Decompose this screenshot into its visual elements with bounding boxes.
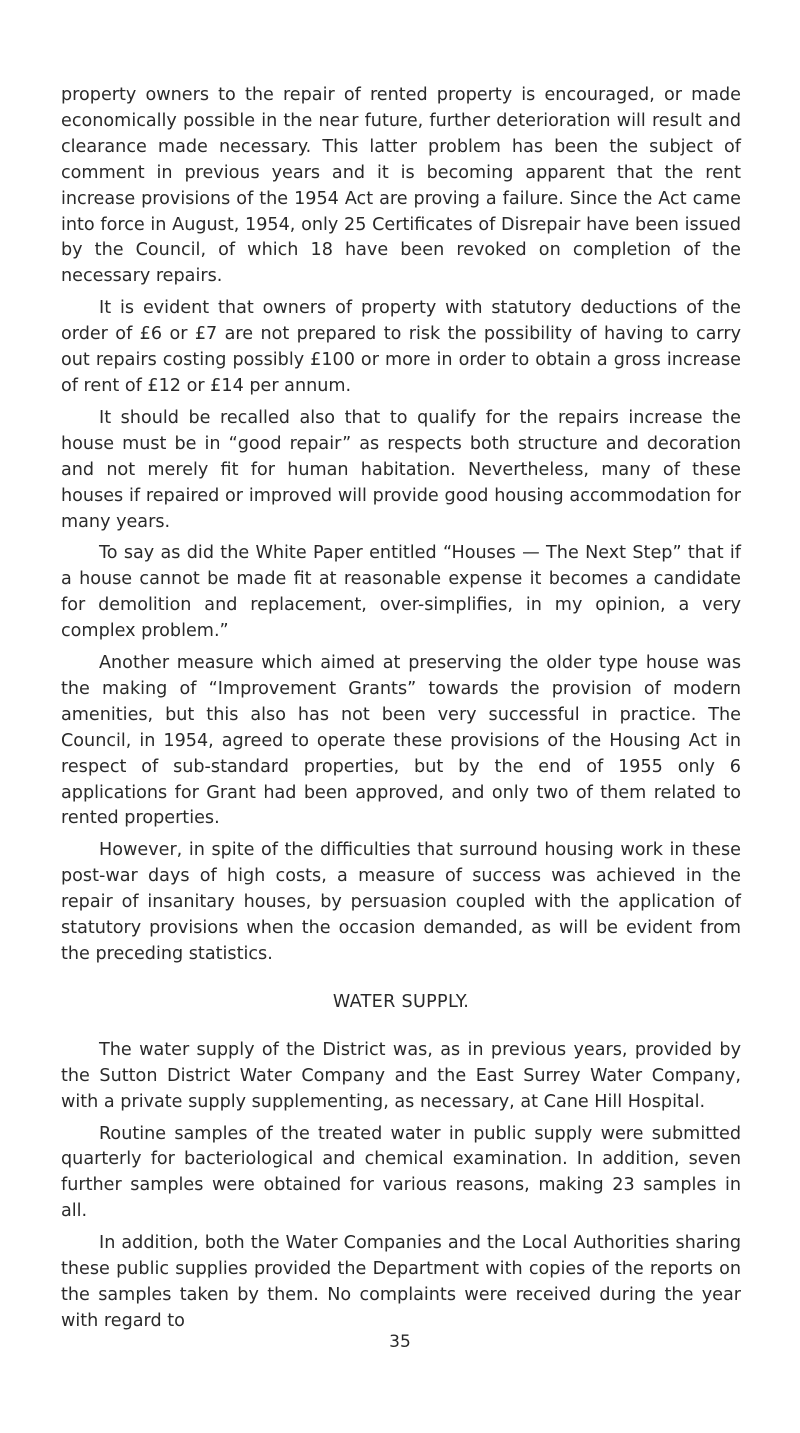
paragraph-water-supply-district: The water supply of the District was, as in previous years, provided by the Sutton District Water Company and the East Surrey Water Company, with a private supply supplementing, as necessary, at Cane Hill Hospital. (61, 1039, 741, 1112)
page-number: 35 (389, 1332, 411, 1352)
section-heading-water-supply: WATER SUPPLY. (332, 991, 470, 1012)
paragraph-routine-samples: Routine samples of the treated water in public supply were submitted quarterly for bacteriological and chemical examination. In addition, seven further samples were obtained for various reasons, making 23 samples in all. (61, 1123, 741, 1222)
paragraph-continuation: property owners to the repair of rented property is encouraged, or made economically possible in the near future, further deterioration will result and clearance made necessary. This latter problem has been the subject of comment in previous years and it is becoming apparent that the rent increase provisions of the 1954 Act are proving a failure. Since the Act came into force in August, 1954, only 25 Certificates of Disrepair have been issued by the Council, of which 18 have been revoked on completion of the necessary repairs. (61, 85, 741, 287)
paragraph-improvement-grants: Another measure which aimed at preserving the older type house was the making of “Improvement Grants” towards the provision of modern amenities, but this also has not been very successful in practice. The Council, in 1954, agreed to operate these provisions of the Housing Act in respect of sub-standard properties, but by the end of 1955 only 6 applications for Grant had been approved, and only two of them related to rented properties. (61, 653, 741, 829)
paragraph-water-companies-reports: In addition, both the Water Companies and the Local Authorities sharing these public supplies provided the Department with copies of the reports on the samples taken by them. No complaints were received during the year with regard to (61, 1233, 741, 1331)
paragraph-measure-of-success: However, in spite of the difficulties that surround housing work in these post-war days of high costs, a measure of success was achieved in the repair of insanitary houses, by persuasion coupled with the application of statutory provisions when the occasion demanded, as will be evident from the preceding statistics. (61, 840, 741, 964)
paragraph-white-paper: To say as did the White Paper entitled “Houses — The Next Step” that if a house cannot be made fit at reasonable expense it becomes a candidate for demolition and replacement, over-simplifies, in my opinion, a very complex problem.” (61, 543, 741, 642)
document-page (61, 83, 741, 1341)
paragraph-statutory-deductions: It is evident that owners of property with statutory deductions of the order of £6 or £7 are not prepared to risk the possibility of having to carry out repairs costing possibly £100 or more in order to obtain a gross increase of rent of £12 or £14 per annum. (61, 298, 741, 396)
paragraph-good-repair: It should be recalled also that to qualify for the repairs increase the house must be in “good repair” as respects both structure and decoration and not merely fit for human habitation. Nevertheless, many of these houses if repaired or improved will provide good housing accommodation for many years. (61, 407, 741, 532)
